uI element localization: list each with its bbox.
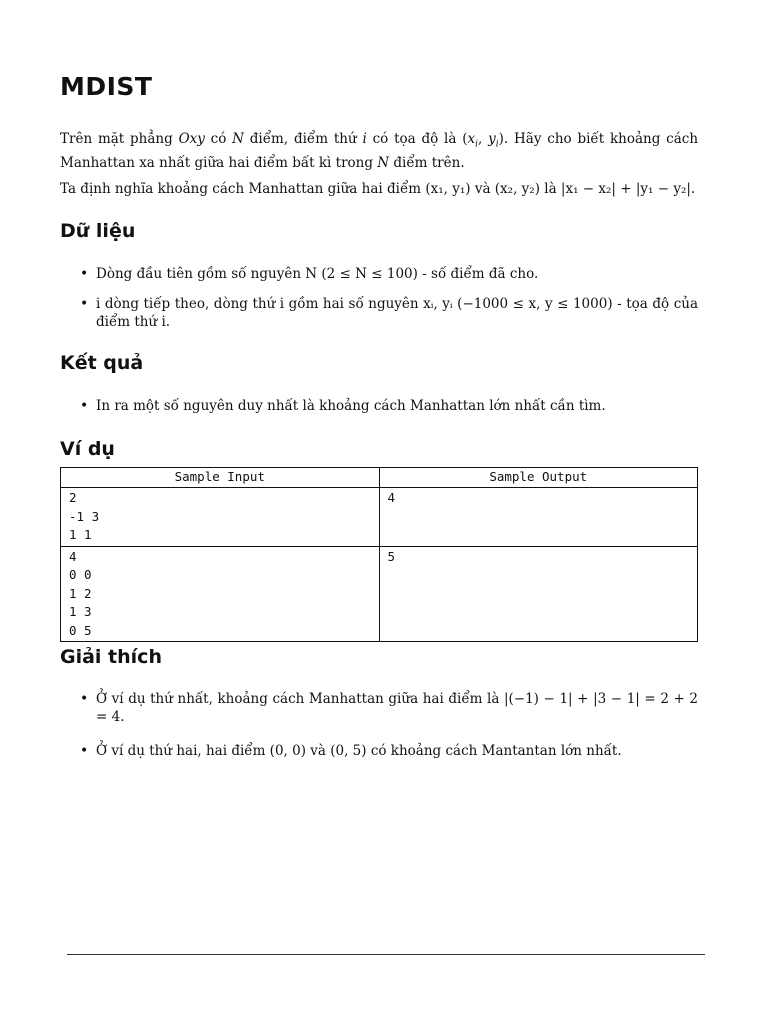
- list-item: • Ở ví dụ thứ nhất, khoảng cách Manhattan giữa hai điểm là |(−1) − 1| + |3 − 1| = 2 + 2 = 4.: [60, 690, 698, 726]
- sample-input-cell: 2 -1 3 1 1: [61, 488, 380, 547]
- section-heading-output: Kết quả: [60, 352, 144, 374]
- sample-input-cell: 4 0 0 1 2 1 3 0 5: [61, 546, 380, 642]
- intro-text: Trên mặt phẳng: [60, 131, 179, 147]
- intro-text: có tọa độ là (: [366, 131, 468, 147]
- intro-text: điểm, điểm thứ: [243, 131, 363, 147]
- math-yi: y: [488, 131, 496, 147]
- problem-title: MDIST: [60, 72, 153, 101]
- intro-paragraph-1: Trên mặt phẳng Oxy có N điểm, điểm thứ i có tọa độ là ($x_i$, $y_i$). Hãy cho biết khoảng cách Manhattan xa nhất giữa hai điểm bất kì trong N điểm trên.: [60, 131, 699, 171]
- column-header-input: Sample Input: [61, 468, 380, 488]
- section-heading-example: Ví dụ: [60, 438, 115, 460]
- intro-text: có: [204, 131, 233, 147]
- math-n: N: [232, 131, 244, 147]
- sample-output-cell: 5: [379, 546, 698, 642]
- footer-divider: [67, 954, 705, 955]
- list-item: • Dòng đầu tiên gồm số nguyên N (2 ≤ N ≤ 100) - số điểm đã cho.: [60, 265, 698, 283]
- sample-output-cell: 4: [379, 488, 698, 547]
- list-item: • In ra một số nguyên duy nhất là khoảng cách Manhattan lớn nhất cần tìm.: [60, 397, 698, 415]
- table-row: [61, 488, 698, 547]
- math-oxy: Oxy: [178, 131, 205, 147]
- output-bullet-list: [60, 397, 698, 427]
- math-i: i: [362, 131, 367, 147]
- list-item: • i dòng tiếp theo, dòng thứ i gồm hai số nguyên xᵢ, yᵢ (−1000 ≤ x, y ≤ 1000) - tọa độ của điểm thứ i.: [60, 295, 698, 331]
- intro-text: ,: [478, 131, 489, 147]
- section-heading-explain: Giải thích: [60, 646, 162, 668]
- table-header-row: [61, 468, 698, 488]
- section-heading-input: Dữ liệu: [60, 220, 136, 242]
- input-bullet-list: [60, 265, 698, 343]
- intro-paragraph-2: Ta định nghĩa khoảng cách Manhattan giữa hai điểm (x₁, y₁) và (x₂, y₂) là |x₁ − x₂| + |y₁ − y₂|.: [60, 181, 696, 197]
- intro-text: điểm trên.: [389, 154, 465, 171]
- column-header-output: Sample Output: [379, 468, 698, 488]
- list-item: • Ở ví dụ thứ hai, hai điểm (0, 0) và (0, 5) có khoảng cách Mantantan lớn nhất.: [60, 742, 698, 760]
- math-xi: x: [467, 131, 476, 147]
- sample-table: [60, 467, 698, 642]
- explain-bullet-list: [60, 690, 698, 772]
- intro-text: ). Hãy cho biết khoảng cách Manhattan xa nhất giữa hai điểm bất kì trong: [60, 131, 699, 171]
- math-n: N: [377, 154, 390, 171]
- table-row: [61, 546, 698, 642]
